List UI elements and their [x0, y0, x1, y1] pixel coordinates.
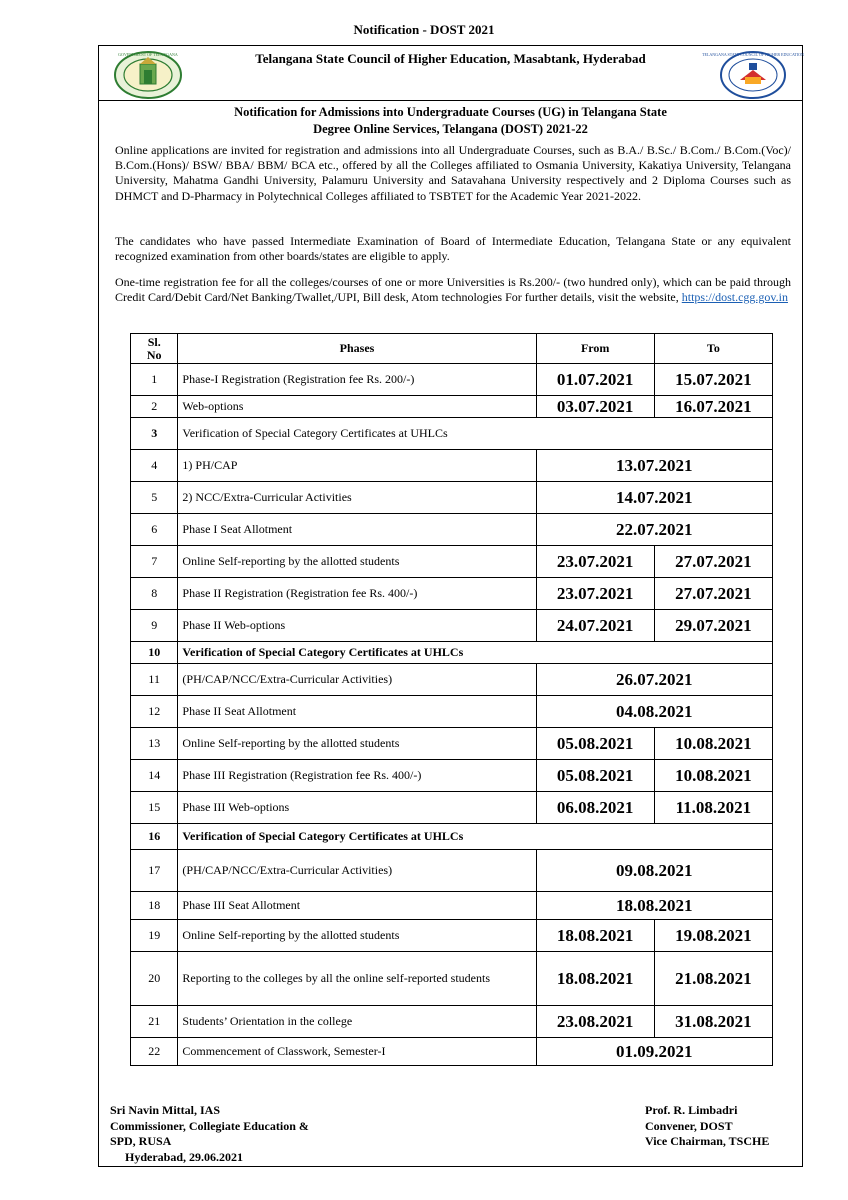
sl-no-cell: 2	[131, 396, 178, 418]
header-phases: Phases	[178, 334, 536, 364]
phase-cell: Phase III Registration (Registration fee Rs. 400/-)	[178, 760, 536, 792]
from-date-cell: 05.08.2021	[536, 760, 654, 792]
sl-no-cell: 9	[131, 610, 178, 642]
table-row	[131, 396, 773, 418]
phase-cell: Online Self-reporting by the allotted students	[178, 728, 536, 760]
org-title: Telangana State Council of Higher Education, Masabtank, Hyderabad	[255, 51, 646, 66]
from-date-cell: 24.07.2021	[536, 610, 654, 642]
signature-right	[645, 1103, 769, 1150]
from-date-cell: 18.08.2021	[536, 920, 654, 952]
table-row	[131, 610, 773, 642]
sl-no-cell: 15	[131, 792, 178, 824]
table-row	[131, 792, 773, 824]
phase-cell: Verification of Special Category Certificates at UHLCs	[178, 418, 773, 450]
phase-cell: Phase-I Registration (Registration fee Rs. 200/-)	[178, 364, 536, 396]
website-link[interactable]: https://dost.cgg.gov.in	[681, 290, 788, 305]
from-date-cell: 18.08.2021	[536, 952, 654, 1006]
sl-no-cell: 18	[131, 892, 178, 920]
logo-right-lettering: TELANGANA STATE COUNCIL OF HIGHER EDUCATION	[702, 52, 804, 57]
sl-no-cell: 6	[131, 514, 178, 546]
table-row	[131, 760, 773, 792]
sl-no-cell: 16	[131, 824, 178, 850]
fee-paragraph	[115, 275, 791, 305]
sl-no-cell: 4	[131, 450, 178, 482]
from-date-cell: 03.07.2021	[536, 396, 654, 418]
date-cell: 26.07.2021	[536, 664, 772, 696]
table-row	[131, 578, 773, 610]
from-date-cell: 23.07.2021	[536, 578, 654, 610]
table-row	[131, 728, 773, 760]
phase-cell: (PH/CAP/NCC/Extra-Curricular Activities)	[178, 850, 536, 892]
to-date-cell: 11.08.2021	[654, 792, 772, 824]
to-date-cell: 27.07.2021	[654, 546, 772, 578]
sl-no-cell: 21	[131, 1006, 178, 1038]
date-cell: 13.07.2021	[536, 450, 772, 482]
table-row	[131, 892, 773, 920]
phase-cell: Verification of Special Category Certificates at UHLCs	[178, 642, 773, 664]
to-date-cell: 10.08.2021	[654, 728, 772, 760]
from-date-cell: 23.08.2021	[536, 1006, 654, 1038]
phase-cell: Students’ Orientation in the college	[178, 1006, 536, 1038]
notification-title	[99, 104, 802, 138]
table-row	[131, 824, 773, 850]
from-date-cell: 23.07.2021	[536, 546, 654, 578]
from-date-cell: 05.08.2021	[536, 728, 654, 760]
signature-left	[110, 1103, 309, 1165]
signature-place-date: Hyderabad, 29.06.2021	[125, 1149, 244, 1164]
phase-cell: Web-options	[178, 396, 536, 418]
fee-text: One-time registration fee for all the colleges/courses of one or more Universities is Rs.200/- (two hundred only), which can be paid through Credit Card/Debit Card/Net Banking/Twallet,/UPI, Bill desk, Atom technologies For further details, visit the website,	[115, 275, 791, 305]
schedule-table-body	[131, 364, 773, 1066]
header-from: From	[536, 334, 654, 364]
signatory-right-name: Prof. R. Limbadri	[645, 1103, 738, 1117]
phase-cell: 2) NCC/Extra-Curricular Activities	[178, 482, 536, 514]
sl-no-cell: 22	[131, 1038, 178, 1066]
sl-no-cell: 10	[131, 642, 178, 664]
table-row	[131, 642, 773, 664]
phase-cell: Phase II Web-options	[178, 610, 536, 642]
to-date-cell: 10.08.2021	[654, 760, 772, 792]
signatory-right-title-1: Convener, DOST	[645, 1118, 733, 1133]
sl-no-cell: 8	[131, 578, 178, 610]
table-row	[131, 514, 773, 546]
sl-no-cell: 19	[131, 920, 178, 952]
table-row	[131, 482, 773, 514]
table-row	[131, 418, 773, 450]
intro-paragraph: Online applications are invited for registration and admissions into all Undergraduate Courses, such as B.A./ B.Sc./ B.Com./ B.Com.(Voc)/ B.Com.(Hons)/ BSW/ BBA/ BBM/ BCA etc., offered by all the Colleges affiliated to Osmania University, Kakatiya University, Telangana University, Mahatma Gandhi University, Palamuru University and Satavahana University respectively and 2 Diploma Courses such as DHMCT and D-Pharmacy in Polytechnical Colleges affiliated to TSBTET for the Academic Year 2021-2022.	[115, 143, 791, 203]
phase-cell: Phase III Seat Allotment	[178, 892, 536, 920]
date-cell: 14.07.2021	[536, 482, 772, 514]
table-row	[131, 850, 773, 892]
from-date-cell: 01.07.2021	[536, 364, 654, 396]
phase-cell: Commencement of Classwork, Semester-I	[178, 1038, 536, 1066]
table-row	[131, 364, 773, 396]
sl-no-cell: 5	[131, 482, 178, 514]
header-to: To	[654, 334, 772, 364]
phase-cell: 1) PH/CAP	[178, 450, 536, 482]
table-header-row	[131, 334, 773, 364]
signatory-left-name: Sri Navin Mittal, IAS	[110, 1103, 221, 1117]
signatory-right-title-2: Vice Chairman, TSCHE	[645, 1134, 770, 1148]
sl-no-cell: 1	[131, 364, 178, 396]
document-top-title: Notification - DOST 2021	[353, 22, 495, 37]
date-cell: 01.09.2021	[536, 1038, 772, 1066]
header-sl-no: Sl. No	[131, 334, 178, 364]
sl-no-cell: 13	[131, 728, 178, 760]
to-date-cell: 31.08.2021	[654, 1006, 772, 1038]
to-date-cell: 21.08.2021	[654, 952, 772, 1006]
tsche-logo	[702, 50, 804, 100]
to-date-cell: 16.07.2021	[654, 396, 772, 418]
notification-title-line-2: Degree Online Services, Telangana (DOST) 2021-22	[313, 122, 588, 136]
sl-no-cell: 7	[131, 546, 178, 578]
notification-title-line-1: Notification for Admissions into Undergraduate Courses (UG) in Telangana State	[234, 105, 667, 119]
phase-cell: Phase I Seat Allotment	[178, 514, 536, 546]
sl-no-cell: 14	[131, 760, 178, 792]
phase-cell: (PH/CAP/NCC/Extra-Curricular Activities)	[178, 664, 536, 696]
to-date-cell: 15.07.2021	[654, 364, 772, 396]
to-date-cell: 19.08.2021	[654, 920, 772, 952]
sl-no-cell: 20	[131, 952, 178, 1006]
table-row	[131, 1038, 773, 1066]
date-cell: 22.07.2021	[536, 514, 772, 546]
signatory-left-title-1: Commissioner, Collegiate Education &	[110, 1118, 309, 1133]
eligibility-paragraph: The candidates who have passed Intermediate Examination of Board of Intermediate Education, Telangana State or any equivalent recognized examination from other boards/states are eligible to apply.	[115, 234, 791, 264]
date-cell: 18.08.2021	[536, 892, 772, 920]
phase-cell: Phase II Registration (Registration fee Rs. 400/-)	[178, 578, 536, 610]
table-row	[131, 1006, 773, 1038]
phase-cell: Phase II Seat Allotment	[178, 696, 536, 728]
sl-no-cell: 12	[131, 696, 178, 728]
phase-cell: Online Self-reporting by the allotted students	[178, 546, 536, 578]
phase-cell: Phase III Web-options	[178, 792, 536, 824]
from-date-cell: 06.08.2021	[536, 792, 654, 824]
table-row	[131, 952, 773, 1006]
phase-cell: Verification of Special Category Certificates at UHLCs	[178, 824, 773, 850]
logo-left-lettering: GOVERNMENT OF TELANGANA	[118, 52, 178, 57]
schedule-table	[130, 333, 773, 1066]
date-cell: 09.08.2021	[536, 850, 772, 892]
table-row	[131, 664, 773, 696]
to-date-cell: 27.07.2021	[654, 578, 772, 610]
date-cell: 04.08.2021	[536, 696, 772, 728]
table-row	[131, 450, 773, 482]
table-row	[131, 696, 773, 728]
table-row	[131, 546, 773, 578]
table-row	[131, 920, 773, 952]
phase-cell: Online Self-reporting by the allotted students	[178, 920, 536, 952]
signatory-left-title-2: SPD, RUSA	[110, 1134, 172, 1148]
to-date-cell: 29.07.2021	[654, 610, 772, 642]
sl-no-cell: 17	[131, 850, 178, 892]
sl-no-cell: 11	[131, 664, 178, 696]
header	[99, 46, 802, 101]
sl-no-cell: 3	[131, 418, 178, 450]
phase-cell: Reporting to the colleges by all the online self-reported students	[178, 952, 536, 1006]
